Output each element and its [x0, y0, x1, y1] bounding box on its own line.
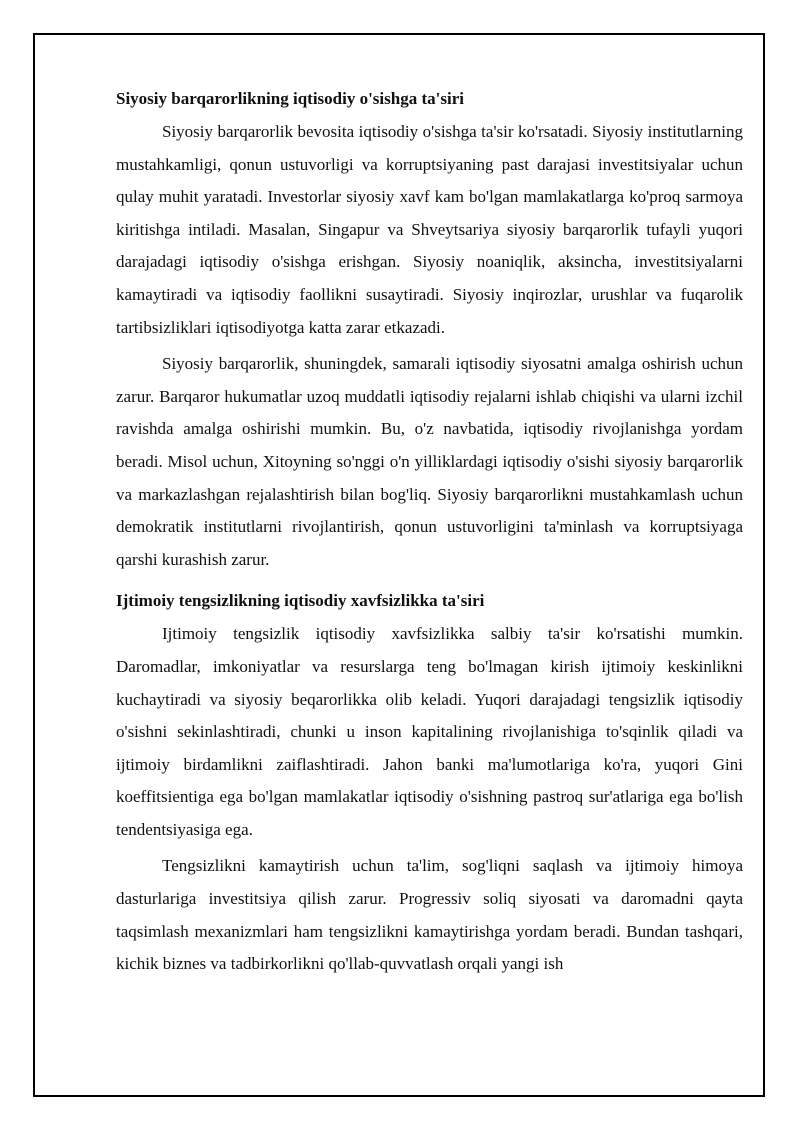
section-heading-political-stability: Siyosiy barqarorlikning iqtisodiy o'sishga ta'siri — [116, 89, 464, 108]
document-body — [116, 86, 743, 981]
paragraph: Ijtimoiy tengsizlik iqtisodiy xavfsizlikka salbiy ta'sir ko'rsatishi mumkin. Daromadlar, imkoniyatlar va resurslarga teng bo'lmagan kirish ijtimoiy keskinlikni kuchaytiradi va siyosiy beqarorlikka olib keladi. Yuqori darajadagi tengsizlik iqtisodiy o'sishni sekinlashtiradi, chunki u inson kapitalining rivojlanishiga to'sqinlik qiladi va ijtimoiy birdamlikni zaiflashtiradi. Jahon banki ma'lumotlariga ko'ra, yuqori Gini koeffitsientiga ega bo'lgan mamlakatlar iqtisodiy o'sishning pastroq sur'atlariga ega bo'lish tendentsiyasiga ega. — [116, 624, 743, 839]
paragraph: Siyosiy barqarorlik, shuningdek, samarali iqtisodiy siyosatni amalga oshirish uchun zarur. Barqaror hukumatlar uzoq muddatli iqtisodiy rejalarni ishlab chiqishi va ularni izchil ravishda amalga oshirishi mumkin. Bu, o'z navbatida, iqtisodiy rivojlanishga yordam beradi. Misol uchun, Xitoyning so'nggi o'n yilliklardagi iqtisodiy o'sishi siyosiy barqarorlik va markazlashgan rejalashtirish bilan bog'liq. Siyosiy barqarorlikni mustahkamlash uchun demokratik institutlarni rivojlantirish, qonun ustuvorligini ta'minlash va korruptsiyaga qarshi kurashish zarur. — [116, 354, 743, 569]
paragraph: Tengsizlikni kamaytirish uchun ta'lim, sog'liqni saqlash va ijtimoiy himoya dasturlariga investitsiya qilish zarur. Progressiv soliq siyosati va daromadni qayta taqsimlash mexanizmlari ham tengsizlikni kamaytirishga yordam beradi. Bundan tashqari, kichik biznes va tadbirkorlikni qo'llab-quvvatlash orqali yangi ish — [116, 856, 743, 974]
paragraph: Siyosiy barqarorlik bevosita iqtisodiy o'sishga ta'sir ko'rsatadi. Siyosiy institutlarning mustahkamligi, qonun ustuvorligi va korruptsiyaning past darajasi investitsiyalar uchun qulay muhit yaratadi. Investorlar siyosiy xavf kam bo'lgan mamlakatlarga ko'proq sarmoya kiritishga intiladi. Masalan, Singapur va Shveytsariya siyosiy barqarorlik tufayli yuqori darajadagi iqtisodiy o'sishga erishgan. Siyosiy noaniqlik, aksincha, investitsiyalarni kamaytiradi va iqtisodiy faollikni susaytiradi. Siyosiy inqirozlar, urushlar va fuqarolik tartibsizliklari iqtisodiyotga katta zarar etkazadi. — [116, 122, 743, 337]
section-heading-social-inequality: Ijtimoiy tengsizlikning iqtisodiy xavfsizlikka ta'siri — [116, 591, 485, 611]
